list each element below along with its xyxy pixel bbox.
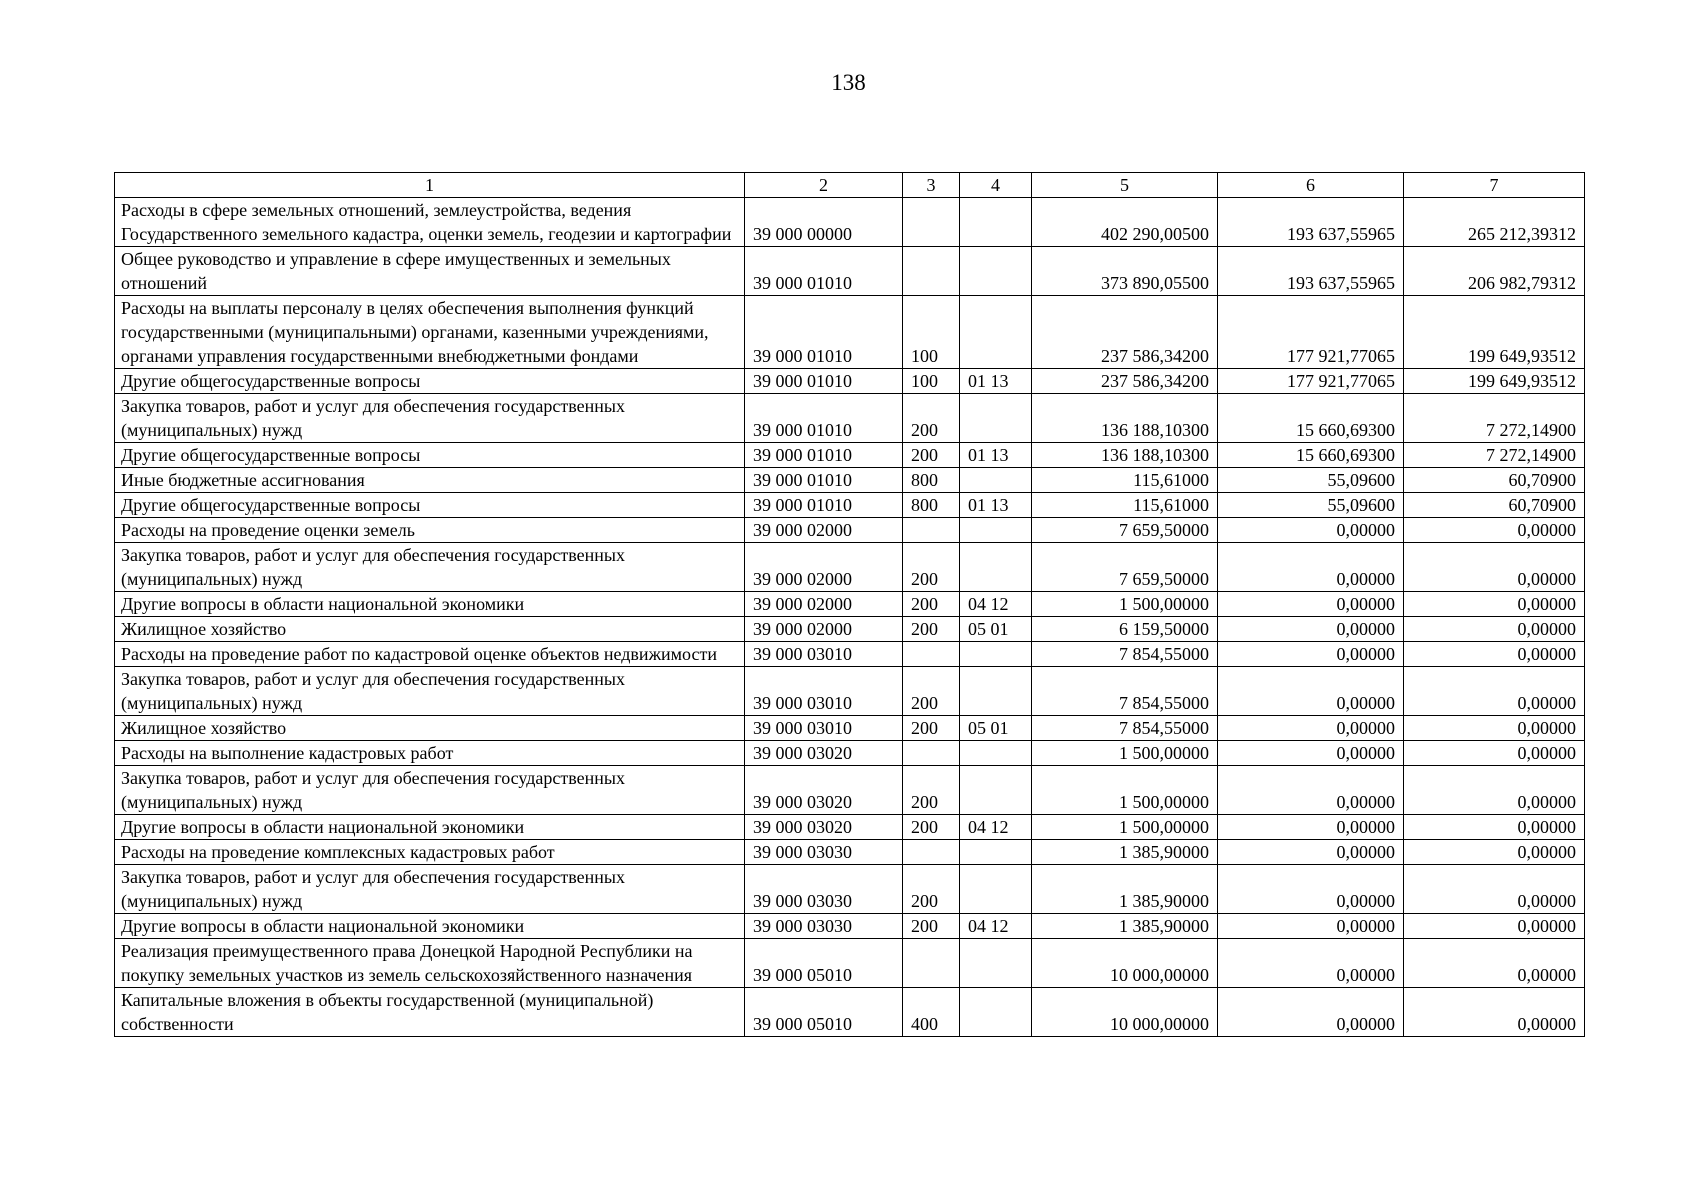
amount-col7-cell: 0,00000 [1404, 592, 1585, 617]
target-code-cell: 39 000 01010 [745, 468, 903, 493]
amount-col5-cell: 6 159,50000 [1032, 617, 1218, 642]
amount-col7-cell: 7 272,14900 [1404, 443, 1585, 468]
target-code-cell: 39 000 01010 [745, 296, 903, 369]
expense-type-cell: 200 [903, 443, 960, 468]
expense-type-cell: 800 [903, 468, 960, 493]
amount-col6-cell: 0,00000 [1218, 716, 1404, 741]
amount-col5-cell: 237 586,34200 [1032, 296, 1218, 369]
amount-col5-cell: 7 659,50000 [1032, 543, 1218, 592]
table-row [115, 741, 1585, 766]
target-code-cell: 39 000 02000 [745, 592, 903, 617]
table-row [115, 518, 1585, 543]
expense-name-cell: Другие вопросы в области национальной экономики [115, 592, 745, 617]
amount-col7-cell: 0,00000 [1404, 865, 1585, 914]
amount-col5-cell: 7 659,50000 [1032, 518, 1218, 543]
table-row [115, 840, 1585, 865]
table-row [115, 914, 1585, 939]
table-row [115, 468, 1585, 493]
amount-col7-cell: 0,00000 [1404, 543, 1585, 592]
table-row [115, 296, 1585, 369]
amount-col5-cell: 1 385,90000 [1032, 865, 1218, 914]
expense-name-cell: Закупка товаров, работ и услуг для обеспечения государственных (муниципальных) нужд [115, 766, 745, 815]
table-row [115, 667, 1585, 716]
column-header: 2 [745, 173, 903, 198]
table-row [115, 394, 1585, 443]
amount-col7-cell: 0,00000 [1404, 988, 1585, 1037]
expense-name-cell: Расходы на проведение работ по кадастровой оценке объектов недвижимости [115, 642, 745, 667]
amount-col5-cell: 1 500,00000 [1032, 741, 1218, 766]
table-row [115, 642, 1585, 667]
section-code-cell: 05 01 [960, 617, 1032, 642]
amount-col6-cell: 177 921,77065 [1218, 369, 1404, 394]
expense-name-cell: Жилищное хозяйство [115, 716, 745, 741]
expense-name-cell: Расходы на проведение оценки земель [115, 518, 745, 543]
expense-name-cell: Жилищное хозяйство [115, 617, 745, 642]
amount-col7-cell: 7 272,14900 [1404, 394, 1585, 443]
expense-type-cell: 400 [903, 988, 960, 1037]
amount-col6-cell: 0,00000 [1218, 988, 1404, 1037]
amount-col7-cell: 0,00000 [1404, 518, 1585, 543]
amount-col7-cell: 60,70900 [1404, 493, 1585, 518]
table-row [115, 766, 1585, 815]
section-code-cell [960, 988, 1032, 1037]
section-code-cell: 01 13 [960, 369, 1032, 394]
column-header: 5 [1032, 173, 1218, 198]
table-row [115, 815, 1585, 840]
amount-col6-cell: 0,00000 [1218, 667, 1404, 716]
expense-type-cell: 200 [903, 865, 960, 914]
amount-col6-cell: 0,00000 [1218, 617, 1404, 642]
expense-name-cell: Другие общегосударственные вопросы [115, 493, 745, 518]
section-code-cell: 05 01 [960, 716, 1032, 741]
amount-col6-cell: 0,00000 [1218, 642, 1404, 667]
amount-col5-cell: 7 854,55000 [1032, 667, 1218, 716]
table-row [115, 617, 1585, 642]
section-code-cell [960, 247, 1032, 296]
section-code-cell [960, 865, 1032, 914]
amount-col6-cell: 0,00000 [1218, 766, 1404, 815]
amount-col6-cell: 55,09600 [1218, 468, 1404, 493]
section-code-cell [960, 394, 1032, 443]
header-row [115, 173, 1585, 198]
expense-name-cell: Расходы в сфере земельных отношений, землеустройства, ведения Государственного земельного кадастра, оценки земель, геодезии и картографии [115, 198, 745, 247]
expense-name-cell: Другие общегосударственные вопросы [115, 369, 745, 394]
expense-type-cell: 100 [903, 296, 960, 369]
amount-col5-cell: 115,61000 [1032, 493, 1218, 518]
expense-name-cell: Закупка товаров, работ и услуг для обеспечения государственных (муниципальных) нужд [115, 543, 745, 592]
section-code-cell: 01 13 [960, 443, 1032, 468]
section-code-cell [960, 296, 1032, 369]
column-header: 1 [115, 173, 745, 198]
amount-col7-cell: 0,00000 [1404, 617, 1585, 642]
expense-name-cell: Другие вопросы в области национальной экономики [115, 914, 745, 939]
section-code-cell [960, 543, 1032, 592]
amount-col7-cell: 265 212,39312 [1404, 198, 1585, 247]
expense-type-cell: 200 [903, 667, 960, 716]
expense-type-cell [903, 741, 960, 766]
target-code-cell: 39 000 01010 [745, 369, 903, 394]
amount-col5-cell: 10 000,00000 [1032, 939, 1218, 988]
column-header: 4 [960, 173, 1032, 198]
amount-col5-cell: 136 188,10300 [1032, 394, 1218, 443]
target-code-cell: 39 000 03010 [745, 716, 903, 741]
target-code-cell: 39 000 03010 [745, 642, 903, 667]
expense-name-cell: Другие общегосударственные вопросы [115, 443, 745, 468]
amount-col6-cell: 177 921,77065 [1218, 296, 1404, 369]
amount-col6-cell: 0,00000 [1218, 914, 1404, 939]
section-code-cell: 04 12 [960, 815, 1032, 840]
expense-type-cell [903, 840, 960, 865]
target-code-cell: 39 000 01010 [745, 394, 903, 443]
expense-name-cell: Закупка товаров, работ и услуг для обеспечения государственных (муниципальных) нужд [115, 394, 745, 443]
amount-col7-cell: 0,00000 [1404, 815, 1585, 840]
amount-col7-cell: 0,00000 [1404, 741, 1585, 766]
amount-col6-cell: 0,00000 [1218, 741, 1404, 766]
expense-type-cell: 200 [903, 914, 960, 939]
amount-col5-cell: 237 586,34200 [1032, 369, 1218, 394]
amount-col5-cell: 1 500,00000 [1032, 766, 1218, 815]
amount-col6-cell: 193 637,55965 [1218, 198, 1404, 247]
expense-name-cell: Расходы на выполнение кадастровых работ [115, 741, 745, 766]
target-code-cell: 39 000 03020 [745, 766, 903, 815]
amount-col5-cell: 402 290,00500 [1032, 198, 1218, 247]
amount-col5-cell: 10 000,00000 [1032, 988, 1218, 1037]
expense-name-cell: Общее руководство и управление в сфере имущественных и земельных отношений [115, 247, 745, 296]
table-row [115, 716, 1585, 741]
expense-name-cell: Реализация преимущественного права Донецкой Народной Республики на покупку земельных участков из земель сельскохозяйственного назначения [115, 939, 745, 988]
amount-col6-cell: 0,00000 [1218, 815, 1404, 840]
amount-col6-cell: 0,00000 [1218, 592, 1404, 617]
amount-col6-cell: 0,00000 [1218, 518, 1404, 543]
table-row [115, 988, 1585, 1037]
section-code-cell: 01 13 [960, 493, 1032, 518]
amount-col5-cell: 1 500,00000 [1032, 592, 1218, 617]
expense-type-cell: 200 [903, 815, 960, 840]
expense-type-cell [903, 198, 960, 247]
amount-col5-cell: 1 385,90000 [1032, 914, 1218, 939]
table-row [115, 198, 1585, 247]
amount-col6-cell: 0,00000 [1218, 840, 1404, 865]
amount-col7-cell: 60,70900 [1404, 468, 1585, 493]
amount-col7-cell: 0,00000 [1404, 667, 1585, 716]
expense-name-cell: Другие вопросы в области национальной экономики [115, 815, 745, 840]
target-code-cell: 39 000 03010 [745, 667, 903, 716]
budget-table [114, 172, 1585, 1037]
expense-type-cell: 200 [903, 766, 960, 815]
expense-name-cell: Закупка товаров, работ и услуг для обеспечения государственных (муниципальных) нужд [115, 865, 745, 914]
amount-col6-cell: 0,00000 [1218, 865, 1404, 914]
section-code-cell [960, 468, 1032, 493]
target-code-cell: 39 000 03020 [745, 815, 903, 840]
table-row [115, 592, 1585, 617]
column-header: 3 [903, 173, 960, 198]
amount-col7-cell: 0,00000 [1404, 642, 1585, 667]
section-code-cell [960, 198, 1032, 247]
expense-type-cell: 200 [903, 617, 960, 642]
expense-type-cell: 200 [903, 592, 960, 617]
table-row [115, 369, 1585, 394]
section-code-cell [960, 642, 1032, 667]
column-header: 6 [1218, 173, 1404, 198]
section-code-cell [960, 766, 1032, 815]
target-code-cell: 39 000 05010 [745, 939, 903, 988]
expense-type-cell [903, 518, 960, 543]
expense-name-cell: Расходы на выплаты персоналу в целях обеспечения выполнения функций государственными (муниципальными) органами, казенными учреждениями, органами управления государственными внебюджетными фондами [115, 296, 745, 369]
expense-name-cell: Закупка товаров, работ и услуг для обеспечения государственных (муниципальных) нужд [115, 667, 745, 716]
amount-col7-cell: 0,00000 [1404, 914, 1585, 939]
amount-col7-cell: 0,00000 [1404, 716, 1585, 741]
amount-col6-cell: 55,09600 [1218, 493, 1404, 518]
amount-col7-cell: 199 649,93512 [1404, 369, 1585, 394]
expense-type-cell: 800 [903, 493, 960, 518]
table-row [115, 493, 1585, 518]
table-row [115, 443, 1585, 468]
expense-type-cell [903, 939, 960, 988]
table-row [115, 247, 1585, 296]
expense-type-cell [903, 642, 960, 667]
target-code-cell: 39 000 03030 [745, 840, 903, 865]
amount-col6-cell: 193 637,55965 [1218, 247, 1404, 296]
target-code-cell: 39 000 01010 [745, 247, 903, 296]
amount-col5-cell: 1 500,00000 [1032, 815, 1218, 840]
target-code-cell: 39 000 02000 [745, 617, 903, 642]
table-row [115, 865, 1585, 914]
target-code-cell: 39 000 05010 [745, 988, 903, 1037]
target-code-cell: 39 000 00000 [745, 198, 903, 247]
target-code-cell: 39 000 03030 [745, 865, 903, 914]
amount-col5-cell: 136 188,10300 [1032, 443, 1218, 468]
expense-name-cell: Расходы на проведение комплексных кадастровых работ [115, 840, 745, 865]
page-number: 138 [831, 70, 866, 95]
target-code-cell: 39 000 03020 [745, 741, 903, 766]
amount-col6-cell: 0,00000 [1218, 939, 1404, 988]
amount-col7-cell: 199 649,93512 [1404, 296, 1585, 369]
target-code-cell: 39 000 01010 [745, 443, 903, 468]
amount-col6-cell: 15 660,69300 [1218, 443, 1404, 468]
amount-col5-cell: 7 854,55000 [1032, 716, 1218, 741]
amount-col5-cell: 373 890,05500 [1032, 247, 1218, 296]
expense-type-cell: 200 [903, 716, 960, 741]
target-code-cell: 39 000 02000 [745, 543, 903, 592]
column-header: 7 [1404, 173, 1585, 198]
section-code-cell [960, 518, 1032, 543]
amount-col7-cell: 0,00000 [1404, 840, 1585, 865]
expense-type-cell: 200 [903, 394, 960, 443]
expense-type-cell: 200 [903, 543, 960, 592]
amount-col6-cell: 0,00000 [1218, 543, 1404, 592]
section-code-cell [960, 840, 1032, 865]
target-code-cell: 39 000 03030 [745, 914, 903, 939]
section-code-cell: 04 12 [960, 592, 1032, 617]
amount-col6-cell: 15 660,69300 [1218, 394, 1404, 443]
expense-name-cell: Капитальные вложения в объекты государственной (муниципальной) собственности [115, 988, 745, 1037]
section-code-cell [960, 741, 1032, 766]
amount-col5-cell: 1 385,90000 [1032, 840, 1218, 865]
amount-col7-cell: 0,00000 [1404, 766, 1585, 815]
expense-type-cell: 100 [903, 369, 960, 394]
amount-col7-cell: 0,00000 [1404, 939, 1585, 988]
amount-col7-cell: 206 982,79312 [1404, 247, 1585, 296]
amount-col5-cell: 7 854,55000 [1032, 642, 1218, 667]
section-code-cell [960, 939, 1032, 988]
table-row [115, 939, 1585, 988]
section-code-cell [960, 667, 1032, 716]
target-code-cell: 39 000 02000 [745, 518, 903, 543]
table-row [115, 543, 1585, 592]
target-code-cell: 39 000 01010 [745, 493, 903, 518]
expense-type-cell [903, 247, 960, 296]
amount-col5-cell: 115,61000 [1032, 468, 1218, 493]
section-code-cell: 04 12 [960, 914, 1032, 939]
expense-name-cell: Иные бюджетные ассигнования [115, 468, 745, 493]
